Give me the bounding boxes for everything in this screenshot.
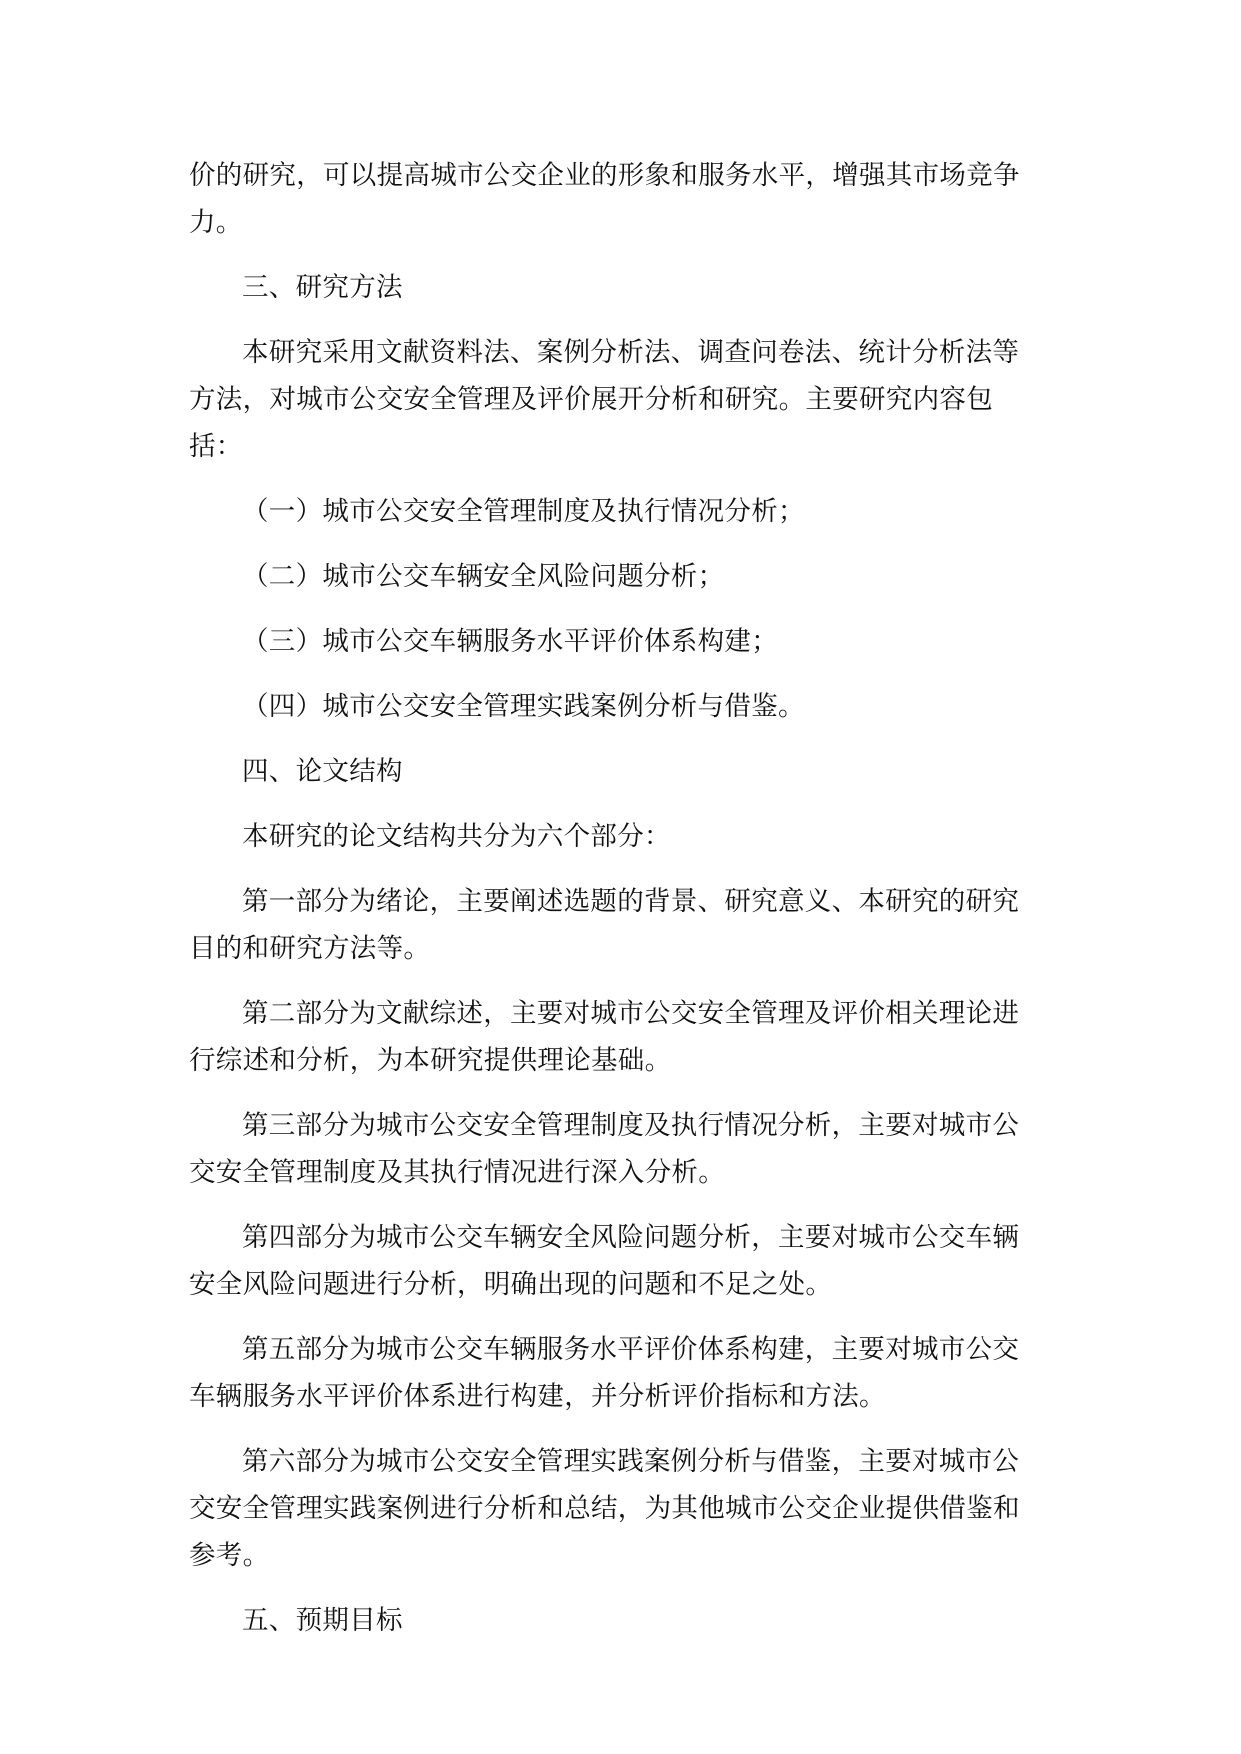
paragraph-part-1: 第一部分为绪论，主要阐述选题的背景、研究意义、本研究的研究目的和研究方法等。: [189, 886, 1020, 964]
section-heading-expected-goals: 五、预期目标: [242, 1605, 403, 1636]
section-heading-research-methods: 三、研究方法: [242, 272, 403, 303]
paragraph-part-4: 第四部分为城市公交车辆安全风险问题分析，主要对城市公交车辆安全风险问题进行分析，明确出现的问题和不足之处。: [189, 1222, 1020, 1300]
section-heading-thesis-structure: 四、论文结构: [242, 756, 403, 787]
paragraph-part-2: 第二部分为文献综述，主要对城市公交安全管理及评价相关理论进行综述和分析，为本研究提供理论基础。: [189, 998, 1020, 1076]
paragraph-part-3: 第三部分为城市公交安全管理制度及执行情况分析，主要对城市公交安全管理制度及其执行情况进行深入分析。: [189, 1110, 1020, 1188]
paragraph-structure-intro: 本研究的论文结构共分为六个部分：: [242, 821, 671, 852]
paragraph-methods: 本研究采用文献资料法、案例分析法、调查问卷法、统计分析法等方法，对城市公交安全管理及评价展开分析和研究。主要研究内容包括：: [189, 337, 1020, 462]
list-item-content-2: （二）城市公交车辆安全风险问题分析；: [242, 561, 725, 592]
list-item-content-4: （四）城市公交安全管理实践案例分析与借鉴。: [242, 691, 805, 722]
list-item-content-1: （一）城市公交安全管理制度及执行情况分析；: [242, 496, 805, 527]
document-body: [189, 152, 1041, 1662]
paragraph-part-5: 第五部分为城市公交车辆服务水平评价体系构建，主要对城市公交车辆服务水平评价体系进行构建，并分析评价指标和方法。: [189, 1334, 1020, 1412]
list-item-content-3: （三）城市公交车辆服务水平评价体系构建；: [242, 626, 778, 657]
paragraph-part-6: 第六部分为城市公交安全管理实践案例分析与借鉴，主要对城市公交安全管理实践案例进行分析和总结，为其他城市公交企业提供借鉴和参考。: [189, 1446, 1020, 1571]
paragraph-continuation: 价的研究，可以提高城市公交企业的形象和服务水平，增强其市场竞争力。: [189, 160, 1020, 238]
